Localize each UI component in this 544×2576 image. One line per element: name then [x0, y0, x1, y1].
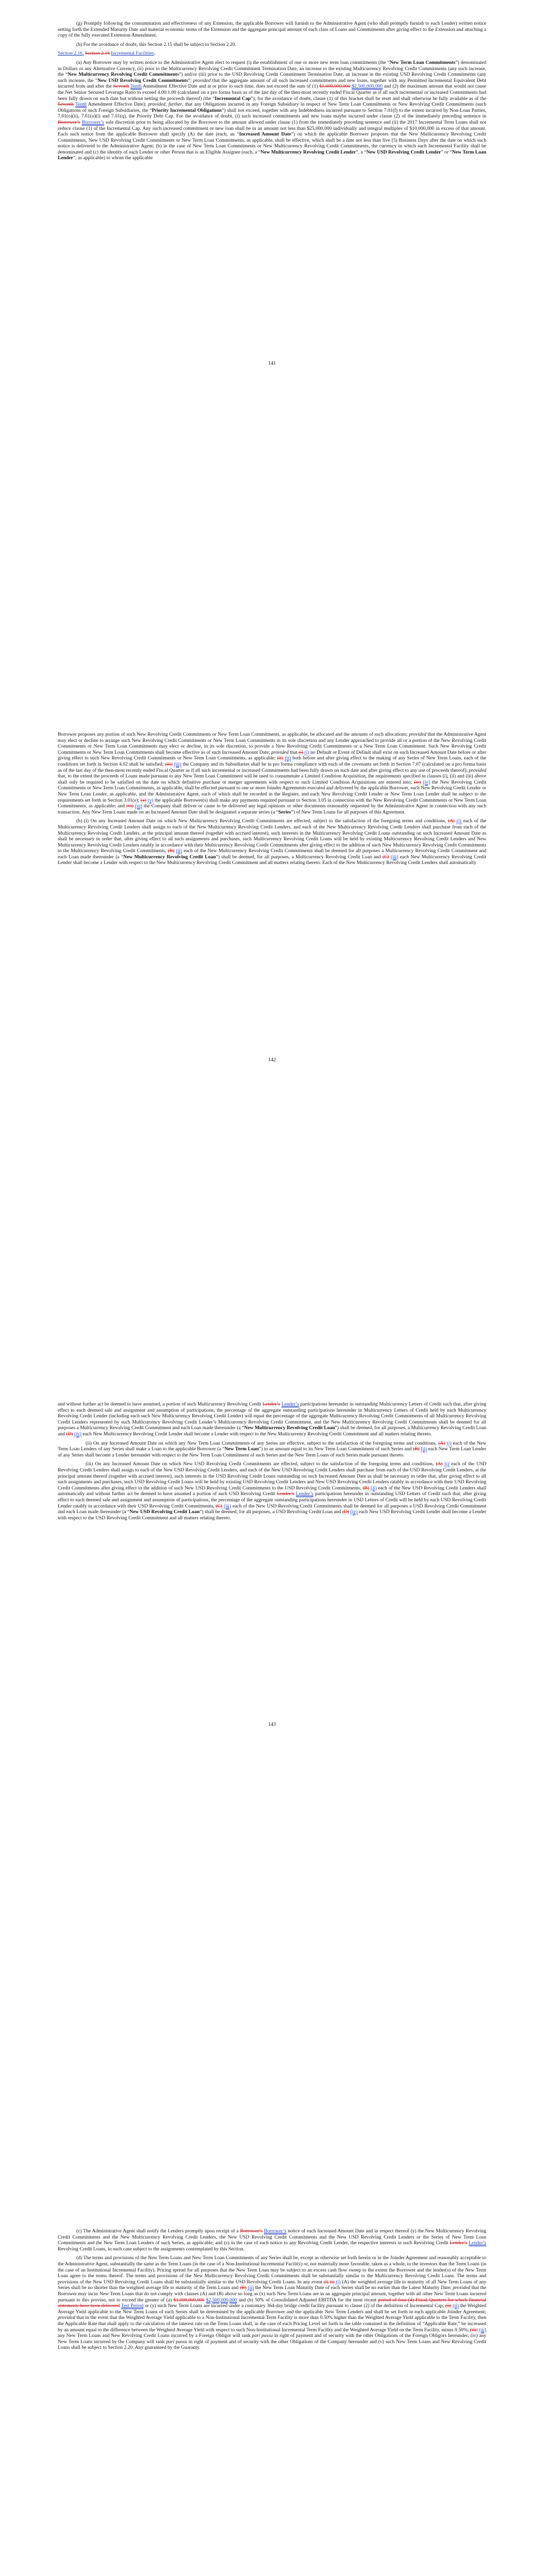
paragraph-2-16-c: (c) The Administrative Agent shall notify the Lenders promptly upon receipt of a Borrower’s Borrower’s notice of each Increased Amount Date and in respect thereof (y) the New Multicurrency Revolving Credit Commitments and the New Multicurrency Revolving Credit Lenders, the New USD Revolving Credit Commitments and the New USD Revolving Credit Lenders or the Series of New Term Loan Commitments and the New Term Loan Lenders of such Series, as applicable, and (z) in the case of each notice to any Revolving Credit Lender, the respective interests in such Revolving Credit Lender’s Lender’s Revolving Credit Loans, in each case subject to the assignments contemplated by this Section.	[58, 2228, 487, 2252]
section-heading-2-16: Section 2.16. Section 2.16 Incremental Facilities.	[58, 50, 155, 57]
page-number-143: 143	[268, 1722, 276, 1727]
paragraph-2-16-b-iii: (iii) On any Increased Amount Date on which New USD Revolving Credit Commitments are effected, subject to the satisfaction of the foregoing terms and conditions, (A) (i) each of the USD Revolving Credit Lenders shall assign to each of the New USD Revolving Credit Lenders, and each of the New USD Revolving Credit Lenders shall purchase from each of the USD Revolving Credit Lenders, at the principal amount thereof (together with accrued interest), such interests in the USD Revolving Credit Loans outstanding on such Increased Amount Date as shall be necessary in order that, after giving effect to all such assignments and purchases, such USD Revolving Credit Loans will be held by existing USD Revolving Credit Lenders and New USD Revolving Credit Lenders ratably in accordance with their USD Revolving Credit Commitments after giving effect to the addition of such New USD Revolving Credit Commitments to the USD Revolving Credit Commitments, (B) (ii) each of the New USD Revolving Credit Lenders shall automatically and without further act be deemed to have assumed a portion of such USD Revolving Credit Lender’s Lender’s participations hereunder in outstanding USD Letters of Credit such that, after giving effect to each deemed sale and assignment and assumption of participations, the percentage of the aggregate outstanding participations hereunder in USD Letters of Credit will be held by each USD Revolving Credit Lender ratably in accordance with their USD Revolving Credit Commitments, (C) (iii) each of the New USD Revolving Credit Commitments shall be deemed for all purposes a USD Revolving Credit Commitment and each Loan made thereunder (a “New USD Revolving Credit Loan”) shall be deemed, for all purposes, a USD Revolving Credit Loan and (D) (iv) each New USD Revolving Credit Lender shall become a Lender with respect to the USD Revolving Credit Commitment and all matters relating thereto.	[58, 1461, 486, 1521]
document-page-142	[0, 732, 544, 869]
paragraph-2-16-a: (a) Any Borrower may by written notice to the Administrative Agent elect to request (i) the establishment of one or more new term loan commitments (the “New Term Loan Commitments”) denominated in Dollars or any Alternative Currency, (ii) prior to the Multicurrency Revolving Credit Commitment Termination Date, an increase to the existing Multicurrency Revolving Credit Commitments (any such increase, the “New Multicurrency Revolving Credit Commitments”) and/or (iii) prior to the USD Revolving Credit Commitment Termination Date, an increase in the existing USD Revolving Credit Commitments (any such increase, the “New USD Revolving Credit Commitments”; provided that the aggregate amount of all such increased commitments and new loans, together with any Permitted Incremental Equivalent Debt incurred from and after the Seventh Tenth Amendment Effective Date and at or prior to such time, does not exceed the sum of (1) $1,000,000,000 $2,500,000,000 and (2) the maximum amount that would not cause the Net Senior Secured Leverage Ratio to exceed 4.00:1.00 (calculated on a pro forma basis as of the last day of the then-most recently ended Fiscal Quarter as if all such incremental or increased Commitments had been fully drawn on such date but without netting the proceeds thereof) (the “Incremental Cap”); for the avoidance of doubt, clause (1) of this bracket shall be reset and shall otherwise be fully available as of the Seventh Tenth Amendment Effective Date); provided, further, that any Obligations incurred in any Foreign Subsidiary in respect of New Term Loan Commitments or New Revolving Credit Commitments (such Obligations of such Foreign Subsidiaries, the “Priority Incremental Obligations”) shall not exceed, together with any Indebtedness incurred pursuant to Section 7.01(f) to the extent incurred by Non-Loan Parties, 7.01(o)(ii), 7.01(u)(i) and 7.01(q), the Priority Debt Cap. For the avoidance of doubt, (i) such increased commitments and new loans maybe incurred under clause (2) of the immediately preceding sentence in Borrower’s Borrower’s sole discretion prior to being allocated by the Borrower to the amount allowed under clause (1) from the immediately preceding sentence and (ii) the 2017 Incremental Term Loans shall not reduce clause (1) of the Incremental Cap. Any such increased commitment or new loan shall be in an amount not less than $25,000,000 individually and integral multiples of $10,000,000 in excess of that amount. Each such notice from the applicable Borrower shall specify (A) the date (each, an “Increased Amount Date”) on which the applicable Borrower proposes that the New Multicurrency Revolving Credit Commitments, New USD Revolving Credit Commitments or New Term Loan Commitments, as applicable, shall be effective, which shall be a date not less than five (5) Business Days after the date on which such notice is delivered to the Administrative Agent; (b) in the case of New Term Loan Commitments or New Multicurrency Revolving Credit Commitments, the currency in which such Incremental Facility shall be denominated and (c) the identity of each Lender or other Person that is an Eligible Assignee (each, a “New Multicurrency Revolving Credit Lender”, a “New USD Revolving Credit Lender” or “New Term Loan Lender”, as applicable) to whom the applicable	[58, 59, 487, 161]
document-page-143	[0, 1401, 544, 1524]
page-number-141: 141	[268, 361, 276, 366]
paragraph-2-15-g: (g) Promptly following the consummation and effectiveness of any Extension, the applicable Borrower will furnish to the Administrative Agent (who shall promptly furnish to each Lender) written notice setting forth the Extended Maturity Date and material economic terms of the Extension and the aggregate principal amount of each class of Loans and Commitments after giving effect to the Extension and attaching a copy of the fully executed Extension Amendment.	[58, 21, 486, 39]
paragraph-2-16-d: (d) The terms and provisions of the New Term Loans and New Term Loan Commitments of any Series shall be, except as otherwise set forth herein or in the Joinder Agreement and reasonably acceptable to the Administrative Agent, substantially the same as the Term Loans (in the case of a Non-Institutional Incremental Facility) or, not materially more favorable, taken as a whole, to the investors than the Term Loans (in the case of an Institutional Incremental Facility). Pricing spread for all purposes that the New Term Loan may be subject to an excess cash flow sweep to the extent the Borrower and the lender(s) of the New Term Loan agree to the terms thereof. The terms and provisions of the New Multicurrency Revolving Credit Commitments shall be substantially similar to the Multicurrency Revolving Credit Loans. The terms and provisions of the New USD Revolving Credit Loans shall be substantially similar to the USD Revolving Credit Loans. In any event (i) (i) (i) (A) the weighted average life to maturity of all New Term Loans of any Series shall be no shorter than the weighted average life to maturity of the Term Loans and (B) (ii) the New Term Loan Maturity Date of each Series shall be no earlier than the Latest Maturity Date; provided that the Borrower may incur New Term Loans that do not comply with clauses (A) and (B) above so long as (x) such New Term Loans are in an aggregate principal amount, together with all other New Term Loans incurred pursuant to this proviso, not to exceed the greater of (a) $1,000,000,000 $2,500,000,000 and (b) 50% of Consolidated Adjusted EBITDA for the most recent period of four (4) Fiscal Quarters for which financial statements have been delivered Test Period or (y) such New Term Loans are incurred under a customary 364-day bridge credit facility pursuant to clause (2) of the definition of Incremental Cap; (ii) (ii) the Weighted Average Yield applicable to the New Term Loans of each Series shall be determined by the applicable Borrower and the applicable New Term Lenders and shall be set forth in each applicable Joinder Agreement; provided that in the event that the Weighted Average Yield applicable to a Non-Institutional Incremental Term Facility is more than 0.50% higher than the Weighted Average Yield applicable to the Term Facility, then the Applicable Rate that shall apply to the calculation of the interest rate on the Term Loans shall, in the case of each Pricing Level set forth in the table contained in the definition of “Applicable Rate,” be increased by an amount equal to the difference between the Weighted Average Yield with respect to such Non-Institutional Incremental Term Facility and the Weighted Average Yield on the Term Facility, minus 0.50%; (iii) (iii) any New Term Loans and New Revolving Credit Loans incurred by a Foreign Obligor will rank pari passu in right of payment and of security with the other Obligations of the Foreign Obligors hereunder; (iv) any New Term Loans incurred by the Company will rank pari passu in right of payment and of security with the other Obligations of the Company hereunder and (v) such New Term Loans and New Revolving Credit Loans shall be subject to Section 2.20. Any guaranteed by the Guaranty.	[58, 2255, 487, 2351]
paragraph-2-16-b-i: (b) (i) On any Increased Amount Date on which New Multicurrency Revolving Credit Commitments are effected, subject to the satisfaction of the foregoing terms and conditions, (A) (i) each of the Multicurrency Revolving Credit Lenders shall assign to each of the New Multicurrency Revolving Credit Lenders, and each of the New Multicurrency Revolving Credit Lenders shall purchase from each of the Multicurrency Revolving Credit Lenders, at the principal amount thereof (together with accrued interest), such interests in the Multicurrency Revolving Credit Loans outstanding on such Increased Amount Date as shall be necessary in order that, after giving effect to all such assignments and purchases, such Multicurrency Revolving Credit Loans will be held by existing Multicurrency Revolving Credit Lenders and New Multicurrency Revolving Credit Lenders ratably in accordance with their Multicurrency Revolving Credit Commitments after giving effect to the addition of such New Multicurrency Revolving Credit Commitments to the Multicurrency Revolving Credit Commitments, (B) (ii) each of the New Multicurrency Revolving Credit Commitments shall be deemed for all purposes a Multicurrency Revolving Credit Commitment and each Loan made thereunder (a “New Multicurrency Revolving Credit Loan”) shall be deemed, for all purposes, a Multicurrency Revolving Credit Loan and (C) (iii) each New Multicurrency Revolving Credit Lender shall become a Lender with respect to the New Multicurrency Revolving Credit Commitment and all matters relating thereto. Each of the New Multicurrency Revolving Credit Lenders shall automatically	[58, 818, 487, 866]
document-page-144	[0, 2228, 544, 2354]
paragraph-2-16-b-ii: (ii) On any Increased Amount Date on which any New Term Loan Commitments of any Series are effective, subject to the satisfaction of the foregoing terms and conditions, (A) (i) each of the New Term Loan Lenders of any Series shall make a Loan to the applicable Borrower (a “New Term Loan”) in an amount equal to its New Term Loan Commitment of such Series and (B) (ii) each New Term Loan Lender of any Series shall become a Lender hereunder with respect to the New Term Loan Commitment of such Series and the New Term Loans of such Series made pursuant thereto.	[58, 1440, 487, 1458]
paragraph-2-16-a-continued: Borrower proposes any portion of such New Revolving Credit Commitments or New Term Loan Commitments, as applicable, be allocated and the amounts of such allocations; provided that the Administrative Agent may elect or decline to arrange such New Revolving Credit Commitments or New Term Loan Commitments in its sole discretion and any Lender approached to provide all or a portion of the New Revolving Credit Commitments or New Term Loan Commitments may elect or decline, in its sole discretion, to provide a New Revolving Credit Commitments or a New Term Loan Commitment. Such New Revolving Credit Commitments or New Term Loan Commitments shall become effective as of such Increased Amount Date; provided that (i) (i) no Default or Event of Default shall exist on such Increased Amount Date before or after giving effect to such New Revolving Credit Commitments or New Term Loan Commitments, as applicable; (ii) (ii) both before and after giving effect to the making of any Series of New Term Loans, each of the conditions set forth in Section 4.02 shall be satisfied; (iii) (iii) the Company and its Subsidiaries shall be in pro forma compliance with each of the covenants set forth in Section 7.07 (calculated on a pro forma basis as of the last day of the then-most recently ended Fiscal Quarter as if all such incremental or increased Commitments had been fully drawn on such date and after giving effect to any use of proceeds thereof); provided that, to the extent the proceeds of Loans made pursuant to any New Term Loan Commitment will be used to consummate a Limited Condition Acquisition, the requirements specified in clauses (i), (ii) and (iii) above shall only be required to be satisfied on the date on which definitive purchase or merger agreements with respect to such Limited Condition Acquisitions are entered into; (iv) (iv) the New Revolving Credit Commitments or New Term Loan Commitments, as applicable, shall be effected pursuant to one or more Joinder Agreements executed and delivered by the applicable Borrower, each New Revolving Credit Lender or New Term Loan Lender, as applicable, and the Administrative Agent, each of which shall be recorded in the Register, and each New Revolving Credit Lender or New Term Loan Lender shall be subject to the requirements set forth in Section 3.01(e); (v) (v) the applicable Borrower(s) shall make any payments required pursuant to Section 3.05 in connection with the New Revolving Credit Commitments or New Term Loan Commitments, as applicable; and (vi) (vi) the Company shall deliver or cause to be delivered any legal opinions or other documents reasonably requested by the Administrative Agent in connection with any such transaction. Any New Term Loans made on an Increased Amount Date shall be designated a separate series (a “Series”) of New Term Loans for all purposes of this Agreement.	[58, 732, 487, 815]
paragraph-2-16-b-i-continued: and without further act be deemed to have assumed, a portion of such Multicurrency Revolving Credit Lender’s Lender’s participations hereunder in outstanding Multicurrency Letters of Credit such that, after giving effect to each deemed sale and assignment and assumption of participations, the percentage of the aggregate outstanding participations hereunder in Multicurrency Letters of Credit held by each Multicurrency Revolving Credit Lender (including each such New Multicurrency Revolving Credit Lender) will equal the percentage of the aggregate Multicurrency Revolving Credit Commitments of all Multicurrency Revolving Credit Lenders represented by such Multicurrency Revolving Credit Lender’s Multicurrency Revolving Credit Commitment, and the New Multicurrency Revolving Credit Commitments shall be deemed for all purposes a Multicurrency Revolving Credit Commitment and each Loan made thereunder (a “New Multicurrency Revolving Credit Loan”) shall be deemed, for all purposes, a Multicurrency Revolving Credit Loan and (D) (iv) each New Multicurrency Revolving Credit Lender shall become a Lender with respect to the New Multicurrency Revolving Credit Commitment and all matters relating thereto.	[58, 1401, 486, 1437]
document-page-141	[0, 21, 544, 164]
page-number-142: 142	[268, 1057, 276, 1063]
paragraph-2-15-h: (h) For the avoidance of doubt, this Section 2.15 shall be subject to Section 2.20.	[76, 41, 237, 47]
